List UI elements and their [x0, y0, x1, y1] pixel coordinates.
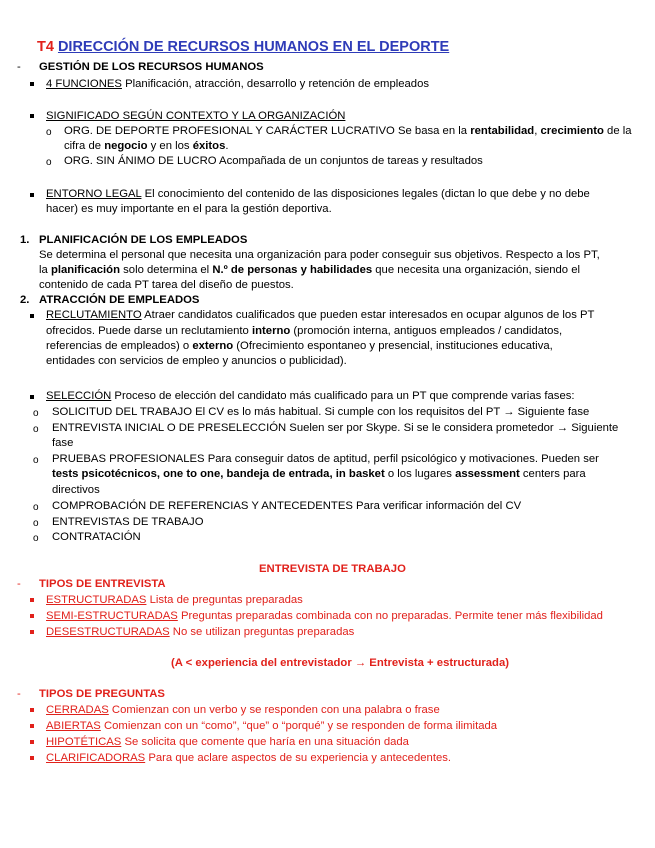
planif-heading: PLANIFICACIÓN DE LOS EMPLEADOS: [39, 234, 248, 246]
bullet-square: [30, 724, 34, 728]
entrevista-heading: ENTREVISTA DE TRABAJO: [259, 563, 406, 575]
fase-1: SOLICITUD DEL TRABAJO El CV es lo más habitual. Si cumple con los requisitos del PT → Siguiente fase: [52, 406, 590, 418]
circle-bullet: o: [33, 502, 39, 513]
bullet-square: [30, 614, 34, 618]
ent-item-3: DESESTRUCTURADAS No se utilizan preguntas preparadas: [46, 626, 355, 638]
tipos-preg-dash: -: [17, 688, 21, 700]
bullet-square: [30, 740, 34, 744]
preg-item-1: CERRADAS Comienzan con un verbo y se responden con una palabra o frase: [46, 704, 440, 716]
circle-bullet: o: [33, 408, 39, 419]
ent-item-2: SEMI-ESTRUCTURADAS Preguntas preparadas combinada con no preparadas. Permite tener más flexibilidad: [46, 610, 603, 622]
fase-2b: fase: [52, 437, 74, 449]
circle-bullet: o: [33, 518, 39, 529]
planif-num: 1.: [20, 234, 30, 246]
circle-bullet: o: [46, 157, 52, 168]
preg-item-2: ABIERTAS Comienzan con un “como”, “que” o “porqué” y se responden de forma ilimitada: [46, 720, 498, 732]
planif-line2: la planificación solo determina el N.º de personas y habilidades que necesita una organización, siendo el: [39, 264, 581, 276]
lucrativo-line2: cifra de negocio y en los éxitos.: [64, 140, 229, 152]
sinanimo-line: ORG. SIN ÁNIMO DE LUCRO Acompañada de un conjuntos de tareas y resultados: [64, 155, 483, 167]
bullet-square: [30, 193, 34, 197]
bullet-square: [30, 756, 34, 760]
bullet-square: [30, 630, 34, 634]
fase-2a: ENTREVISTA INICIAL O DE PRESELECCIÓN Suelen ser por Skype. Si se le considera prometedor → Siguiente: [52, 422, 619, 434]
ent-item-1: ESTRUCTURADAS Lista de preguntas preparadas: [46, 594, 303, 606]
preg-item-3: HIPOTÉTICAS Se solicita que comente que haría en una situación dada: [46, 736, 409, 748]
fase-4: COMPROBACIÓN DE REFERENCIAS Y ANTECEDENTES Para verificar información del CV: [52, 500, 522, 512]
bullet-square: [30, 114, 34, 118]
bullet-square: [30, 395, 34, 399]
fase-3a: PRUEBAS PROFESIONALES Para conseguir datos de aptitud, perfil psicológico y motivaciones. Pueden ser: [52, 453, 599, 465]
page-title: [37, 40, 449, 56]
recl-line2: ofrecidos. Puede darse un reclutamiento interno (promoción interna, antiguos empleados / candidatos,: [46, 325, 563, 337]
circle-bullet: o: [33, 424, 39, 435]
fase-5: ENTREVISTAS DE TRABAJO: [52, 516, 204, 528]
recl-line4: entidades con servicios de empleo y anuncios o publicidad).: [46, 355, 347, 367]
gestion-dash: -: [17, 61, 21, 73]
preg-item-4: CLARIFICADORAS Para que aclare aspectos de su experiencia y antecedentes.: [46, 752, 452, 764]
significado-label: SIGNIFICADO SEGÚN CONTEXTO Y LA ORGANIZACIÓN: [46, 110, 346, 122]
title-main: DIRECCIÓN DE RECURSOS HUMANOS EN EL DEPORTE: [57, 39, 450, 55]
lucrativo-line1: ORG. DE DEPORTE PROFESIONAL Y CARÁCTER LUCRATIVO Se basa en la rentabilidad, crecimiento de la: [64, 125, 632, 137]
bullet-square: [30, 598, 34, 602]
circle-bullet: o: [33, 455, 39, 466]
tipos-preg-heading: TIPOS DE PREGUNTAS: [39, 688, 165, 700]
nota-line: (A < experiencia del entrevistador → Entrevista + estructurada): [171, 657, 509, 669]
selec-line: SELECCIÓN Proceso de elección del candidato más cualificado para un PT que comprende varias fases:: [46, 390, 575, 402]
atraccion-num: 2.: [20, 294, 30, 306]
tipos-ent-heading: TIPOS DE ENTREVISTA: [39, 578, 166, 590]
planif-line1: Se determina el personal que necesita una organización para poder conseguir sus objetivos. Respecto a los PT,: [39, 249, 600, 261]
gestion-heading: GESTIÓN DE LOS RECURSOS HUMANOS: [39, 61, 264, 73]
legal-line1: ENTORNO LEGAL El conocimiento del contenido de las disposiciones legales (dictan lo que debe y no debe: [46, 188, 590, 200]
legal-line2: hacer) es muy importante en el para la gestión deportiva.: [46, 203, 332, 215]
fase-3c: directivos: [52, 484, 100, 496]
fase-6: CONTRATACIÓN: [52, 531, 141, 543]
circle-bullet: o: [33, 533, 39, 544]
recl-line1: RECLUTAMIENTO Atraer candidatos cualificados que pueden estar interesados en ocupar algunos de los PT: [46, 309, 595, 321]
funciones-line: 4 FUNCIONES Planificación, atracción, desarrollo y retención de empleados: [46, 78, 430, 90]
title-code: T4: [37, 39, 54, 55]
bullet-square: [30, 82, 34, 86]
atraccion-heading: ATRACCIÓN DE EMPLEADOS: [39, 294, 200, 306]
fase-3b: tests psicotécnicos, one to one, bandeja de entrada, in basket o los lugares assessment centers para: [52, 468, 586, 480]
planif-line3: contenido de cada PT tarea del diseño de puestos.: [39, 279, 294, 291]
circle-bullet: o: [46, 127, 52, 138]
bullet-square: [30, 314, 34, 318]
bullet-square: [30, 708, 34, 712]
recl-line3: referencias de empleados) o externo (Ofrecimiento espontaneo y presencial, instituciones educativa,: [46, 340, 553, 352]
tipos-ent-dash: -: [17, 578, 21, 590]
